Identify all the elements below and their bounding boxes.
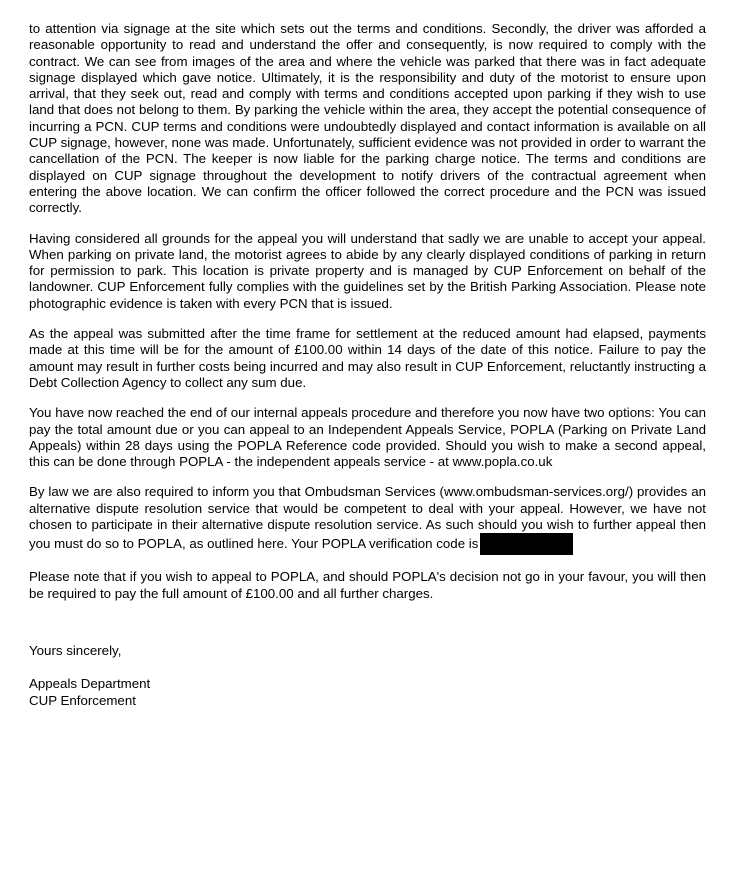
paragraph-popla-options: You have now reached the end of our internal appeals procedure and therefore you now have two options: You can pay the total amount due or you can appeal to an Independent Appeals Service, POPLA (Parking on Private Land Appeals) within 28 days using the POPLA Reference code provided. Should you wish to make a second appeal, this can be done through POPLA - the independent appeals service - at www.popla.co.uk [29,405,706,470]
paragraph-ombudsman [29,484,706,555]
redacted-verification-code [480,533,573,555]
paragraph-popla-decision: Please note that if you wish to appeal to POPLA, and should POPLA's decision not go in your favour, you will then be required to pay the full amount of £100.00 and all further charges. [29,569,706,601]
signoff: Yours sincerely, [29,642,122,658]
letter-closing [29,643,706,709]
paragraph-signage-terms: to attention via signage at the site which sets out the terms and conditions. Secondly, the driver was afforded a reasonable opportunity to read and understand the offer and consequently, is now required to comply with the contract. We can see from images of the area and where the vehicle was parked that there was in fact adequate signage displayed which gave notice. Ultimately, it is the responsibility and duty of the motorist to ensure upon arrival, that they seek out, read and comply with terms and conditions accepted upon parking if they wish to use land that does not belong to them. By parking the vehicle within the area, they accept the potential consequence of incurring a PCN. CUP terms and conditions were undoubtedly displayed and contact information is available on all CUP signage, however, none was made. Unfortunately, sufficient evidence was not provided in order to warrant the cancellation of the PCN. The keeper is now liable for the parking charge notice. The terms and conditions are displayed on CUP signage throughout the development to notify drivers of the contractual agreement when entering the above location. We can confirm the officer followed the correct procedure and the PCN was issued correctly. [29,21,706,216]
company-name: CUP Enforcement [29,692,136,708]
department-name: Appeals Department [29,676,151,692]
paragraph-payment-amount: As the appeal was submitted after the time frame for settlement at the reduced amount had elapsed, payments made at this time will be for the amount of £100.00 within 14 days of the date of this notice. Failure to pay the amount may result in further costs being incurred and may also result in CUP Enforcement, reluctantly instructing a Debt Collection Agency to collect any sum due. [29,326,706,390]
paragraph-appeal-rejected: Having considered all grounds for the appeal you will understand that sadly we are unable to accept your appeal. When parking on private land, the motorist agrees to abide by any clearly displayed conditions of parking in return for permission to park. This location is private property and is managed by CUP Enforcement on behalf of the landowner. CUP Enforcement fully complies with the guidelines set by the British Parking Association. Please note photographic evidence is taken with every PCN that is issued. [29,230,706,311]
letter-body [29,21,706,709]
ombudsman-text: By law we are also required to inform you that Ombudsman Services (www.ombudsman-services.org/) provides an alternative dispute resolution service that would be competent to deal with your appeal. However, we have not chosen to participate in their alternative dispute resolution service. As such should you wish to further appeal then you must do so to POPLA, as outlined here. Your POPLA verification code is [29,484,706,552]
